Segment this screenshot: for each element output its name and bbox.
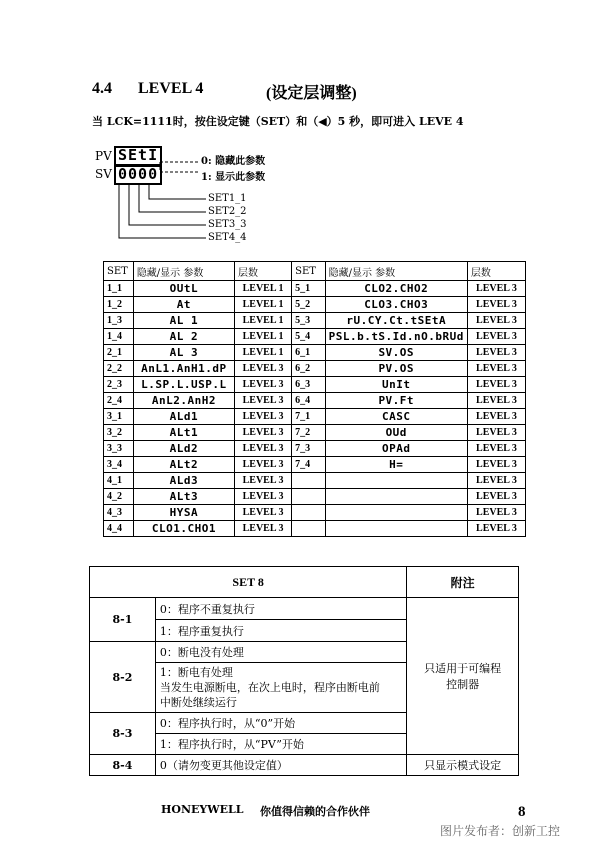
option-line: 中断处继续运行 (159, 696, 237, 709)
level: LEVEL 3 (467, 489, 525, 505)
param-display: HYSA (133, 505, 234, 521)
set-id: 7_3 (292, 441, 325, 457)
set-id: 6_4 (292, 393, 325, 409)
table-row (104, 361, 526, 377)
set-id: 7_2 (292, 425, 325, 441)
row-id: 8-3 (90, 713, 156, 755)
level: LEVEL 3 (234, 441, 291, 457)
table-row (104, 377, 526, 393)
level: LEVEL 3 (467, 521, 525, 537)
param-display: At (133, 297, 234, 313)
param-display (325, 521, 467, 537)
section-desc: (设定层调整) (266, 85, 357, 102)
pv-display: SEtI (118, 146, 159, 164)
level: LEVEL 3 (467, 393, 525, 409)
col-header: SET (104, 262, 134, 281)
set-id: 5_3 (292, 313, 325, 329)
level: LEVEL 1 (234, 313, 291, 329)
table-row (104, 457, 526, 473)
set-label-1: SET1_1 (208, 193, 247, 204)
set-id (292, 473, 325, 489)
col-header: SET (292, 262, 325, 281)
level: LEVEL 3 (234, 377, 291, 393)
parameter-table (103, 261, 526, 537)
option-text: 0：程序不重复执行 (155, 598, 406, 620)
option-hide: 0: 隐藏此参数 (201, 156, 266, 167)
set-id: 4_1 (104, 473, 134, 489)
table-row (104, 329, 526, 345)
level: LEVEL 3 (234, 409, 291, 425)
param-display: CLO2.CHO2 (325, 281, 467, 297)
sv-display: 0000 (118, 165, 159, 183)
level: LEVEL 3 (467, 281, 525, 297)
level: LEVEL 3 (467, 441, 525, 457)
lead-set3 (129, 183, 206, 225)
section-number: 4.4 (92, 80, 112, 97)
level: LEVEL 3 (234, 473, 291, 489)
set-id: 6_3 (292, 377, 325, 393)
set-id: 5_1 (292, 281, 325, 297)
table-row (104, 313, 526, 329)
note-header: 附注 (407, 567, 519, 598)
param-display: CLO3.CHO3 (325, 297, 467, 313)
set-id: 7_1 (292, 409, 325, 425)
param-display: ALt3 (133, 489, 234, 505)
param-display: ALt1 (133, 425, 234, 441)
set-id: 3_3 (104, 441, 134, 457)
param-display: CLO1.CHO1 (133, 521, 234, 537)
note-cell-2: 只显示模式设定 (407, 755, 519, 776)
section-level: LEVEL 4 (138, 80, 204, 97)
row-id: 8-1 (90, 598, 156, 642)
row-id: 8-2 (90, 642, 156, 713)
option-text: 1：程序重复执行 (155, 620, 406, 642)
col-header: 层数 (234, 262, 291, 281)
level: LEVEL 3 (467, 329, 525, 345)
param-display: AnL2.AnH2 (133, 393, 234, 409)
footer-brand: HONEYWELL (161, 803, 244, 816)
level: LEVEL 3 (467, 457, 525, 473)
param-display: OUd (325, 425, 467, 441)
level: LEVEL 3 (467, 297, 525, 313)
col-header: 层数 (467, 262, 525, 281)
set-id: 1_1 (104, 281, 134, 297)
level: LEVEL 1 (234, 345, 291, 361)
table-row (104, 425, 526, 441)
set-id: 1_3 (104, 313, 134, 329)
row-id: 8-4 (90, 755, 156, 776)
set8-title: SET 8 (90, 567, 407, 598)
param-display: rU.CY.Ct.tSEtA (325, 313, 467, 329)
set-id: 4_4 (104, 521, 134, 537)
set-id: 4_3 (104, 505, 134, 521)
lead-set1 (149, 183, 206, 199)
note-cell (407, 598, 519, 755)
param-display: OPAd (325, 441, 467, 457)
option-text: 1：程序执行时，从“PV”开始 (155, 734, 406, 755)
param-display: AL 2 (133, 329, 234, 345)
set-id: 5_2 (292, 297, 325, 313)
table-header-row (104, 262, 526, 281)
level: LEVEL 3 (467, 505, 525, 521)
level: LEVEL 1 (234, 281, 291, 297)
set-id (292, 505, 325, 521)
set-label-2: SET2_2 (208, 206, 247, 217)
col-header: 隐藏/显示 参数 (133, 262, 234, 281)
param-display: H= (325, 457, 467, 473)
option-line: 当发生电源断电，在次上电时，程序由断电前 (159, 681, 380, 694)
set-id: 2_1 (104, 345, 134, 361)
set-id: 4_2 (104, 489, 134, 505)
set-id: 1_2 (104, 297, 134, 313)
level: LEVEL 3 (234, 393, 291, 409)
level: LEVEL 3 (467, 473, 525, 489)
pv-label: PV (95, 149, 112, 163)
footer-slogan: 你值得信赖的合作伙伴 (260, 805, 370, 818)
table-row (104, 505, 526, 521)
option-text-multi (155, 663, 406, 713)
option-show: 1: 显示此参数 (201, 172, 266, 183)
param-display: PSL.b.tS.Id.nO.bRUd (325, 329, 467, 345)
table-row (104, 393, 526, 409)
table-row (104, 489, 526, 505)
set-id: 7_4 (292, 457, 325, 473)
table-row (104, 297, 526, 313)
option-text: 0：程序执行时，从“0”开始 (155, 713, 406, 734)
set-id: 6_1 (292, 345, 325, 361)
set-id: 6_2 (292, 361, 325, 377)
set-id (292, 521, 325, 537)
param-display: OUtL (133, 281, 234, 297)
set-id: 2_4 (104, 393, 134, 409)
set-id: 3_4 (104, 457, 134, 473)
table-row (104, 281, 526, 297)
param-display (325, 489, 467, 505)
level: LEVEL 3 (234, 425, 291, 441)
level: LEVEL 3 (467, 345, 525, 361)
option-text: 0（请勿变更其他设定值） (155, 755, 406, 776)
level: LEVEL 3 (234, 457, 291, 473)
level: LEVEL 3 (467, 377, 525, 393)
param-display: L.SP.L.USP.L (133, 377, 234, 393)
level: LEVEL 3 (467, 361, 525, 377)
param-display: ALd1 (133, 409, 234, 425)
page-number: 8 (518, 804, 526, 820)
set-id: 3_2 (104, 425, 134, 441)
set-id: 3_1 (104, 409, 134, 425)
param-display (325, 505, 467, 521)
param-display (325, 473, 467, 489)
note-line: 控制器 (446, 678, 480, 691)
param-display: AL 1 (133, 313, 234, 329)
lead-set4 (119, 183, 206, 238)
table-row (104, 521, 526, 537)
level: LEVEL 3 (234, 521, 291, 537)
table-row (104, 441, 526, 457)
param-display: ALt2 (133, 457, 234, 473)
level: LEVEL 3 (234, 489, 291, 505)
param-display: AnL1.AnH1.dP (133, 361, 234, 377)
watermark: 图片发布者：创新工控 (440, 824, 561, 838)
set-id: 5_4 (292, 329, 325, 345)
param-display: ALd3 (133, 473, 234, 489)
level: LEVEL 3 (467, 313, 525, 329)
set-id: 1_4 (104, 329, 134, 345)
col-header: 隐藏/显示 参数 (325, 262, 467, 281)
sv-label: SV (95, 167, 112, 181)
param-display: ALd2 (133, 441, 234, 457)
set-id: 2_2 (104, 361, 134, 377)
note-line: 只适用于可编程 (424, 662, 502, 675)
option-line: 1：断电有处理 (159, 666, 233, 679)
param-display: AL 3 (133, 345, 234, 361)
level: LEVEL 1 (234, 297, 291, 313)
intro-text: 当 LCK=1111时，按住设定键（SET）和（◀）5 秒，即可进入 LEVE 4 (92, 115, 464, 128)
param-display: SV.OS (325, 345, 467, 361)
param-display: PV.OS (325, 361, 467, 377)
set-id: 2_3 (104, 377, 134, 393)
level: LEVEL 3 (467, 425, 525, 441)
table-row (104, 345, 526, 361)
level: LEVEL 3 (234, 361, 291, 377)
level: LEVEL 3 (234, 505, 291, 521)
set-label-3: SET3_3 (208, 219, 247, 230)
table-row (104, 473, 526, 489)
set8-table (89, 566, 519, 776)
set-id (292, 489, 325, 505)
level: LEVEL 3 (467, 409, 525, 425)
option-text: 0：断电没有处理 (155, 642, 406, 663)
set-label-4: SET4_4 (208, 232, 247, 243)
level: LEVEL 1 (234, 329, 291, 345)
table-row (104, 409, 526, 425)
param-display: CASC (325, 409, 467, 425)
param-display: UnIt (325, 377, 467, 393)
param-display: PV.Ft (325, 393, 467, 409)
